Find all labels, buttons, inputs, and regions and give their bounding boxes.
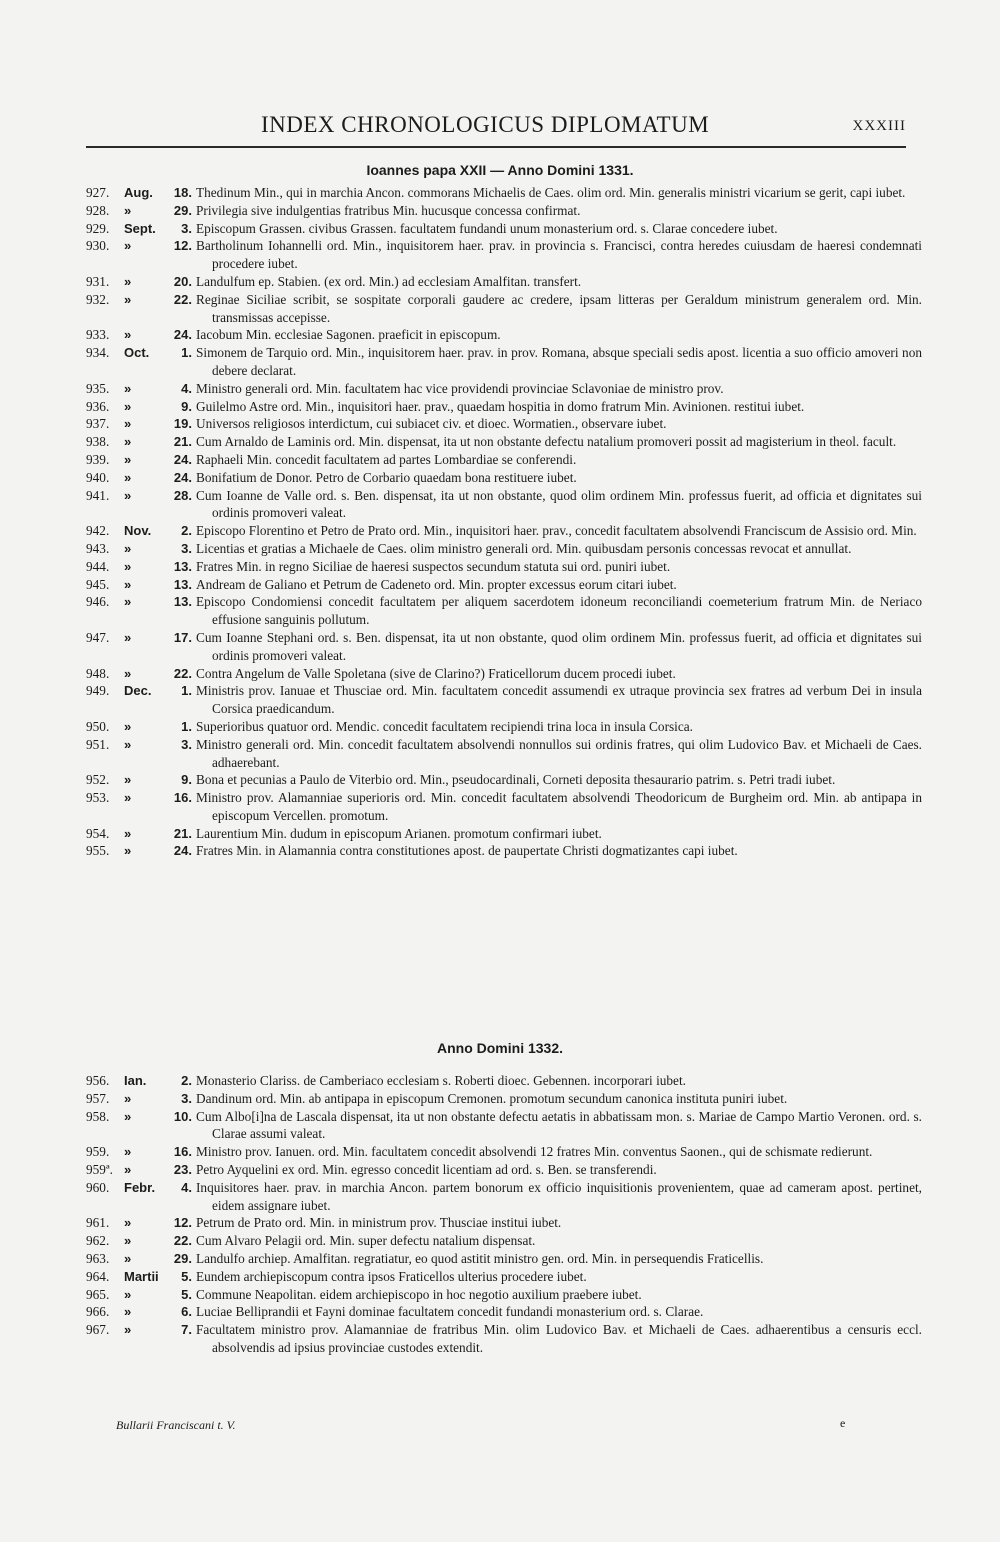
entry-row — [0, 1090, 1000, 1108]
entry-text: Universos religiosos interdictum, cui subiacet civ. et dioec. Wormatien., observare iubet. — [196, 416, 667, 432]
entry-row — [0, 540, 1000, 558]
entry-text: Cum Arnaldo de Laminis ord. Min. dispensat, ita ut non obstante defectu natalium promoveri possit ad magisterium in theol. facult. — [196, 434, 897, 450]
entry-day: 3. — [181, 540, 192, 556]
entry-day: 5. — [181, 1286, 192, 1302]
entry-text: Bona et pecunias a Paulo de Viterbio ord. Min., pseudocardinali, Corneti deposita thesaurario patrim. s. Petri tradi iubet. — [196, 772, 836, 788]
entry-month: » — [124, 1161, 132, 1177]
entry-number: 928. — [86, 202, 110, 218]
entry-text: Luciae Belliprandii et Fayni dominae facultatem concedit fundandi monasterium ord. s. Clarae. — [196, 1304, 704, 1320]
entry-number: 944. — [86, 558, 110, 574]
entry-month: » — [124, 843, 132, 859]
entry-month: » — [124, 594, 132, 610]
entry-day: 2. — [181, 1073, 192, 1088]
entry-number: 952. — [86, 772, 110, 788]
entry-text: Monasterio Clariss. de Camberiaco ecclesiam s. Roberti dioec. Gebennen. incorporari iubet. — [196, 1073, 686, 1088]
entry-row — [0, 629, 1000, 665]
entry-day: 13. — [173, 558, 192, 574]
entry-month: » — [124, 434, 132, 450]
entry-row — [0, 451, 1000, 469]
entry-day: 24. — [173, 327, 192, 343]
entry-month: » — [124, 487, 132, 503]
entry-day: 4. — [181, 380, 192, 396]
entry-number: 929. — [86, 220, 110, 236]
entry-row — [0, 220, 1000, 238]
entry-day: 29. — [173, 1250, 192, 1266]
entry-number: 936. — [86, 398, 110, 414]
entry-text: Landulfum ep. Stabien. (ex ord. Min.) ad ecclesiam Amalfitan. transfert. — [196, 273, 582, 289]
entry-day: 2. — [181, 523, 192, 539]
entry-number: 932. — [86, 291, 110, 307]
entry-month: » — [124, 1215, 132, 1231]
entry-day: 16. — [173, 790, 192, 806]
section-heading-1332: Anno Domini 1332. — [436, 1040, 564, 1056]
entry-month: Aug. — [124, 185, 153, 200]
entry-row — [0, 398, 1000, 416]
entry-day: 1. — [181, 683, 192, 699]
entry-row — [0, 1303, 1000, 1321]
entry-row — [0, 184, 1000, 202]
entry-day: 20. — [173, 273, 192, 289]
entry-number: 946. — [86, 594, 110, 610]
entry-day: 23. — [173, 1161, 192, 1177]
entry-number: 967. — [86, 1322, 110, 1338]
entry-day: 13. — [173, 594, 192, 610]
entry-month: » — [124, 629, 132, 645]
entry-month: » — [124, 825, 132, 841]
entry-number: 937. — [86, 416, 110, 432]
entry-text: Iacobum Min. ecclesiae Sagonen. praeficit in episcopum. — [196, 327, 501, 343]
entry-text: Episcopum Grassen. civibus Grassen. facultatem fundandi unum monasterium ord. s. Clarae concedere iubet. — [196, 220, 778, 236]
entry-day: 13. — [173, 576, 192, 592]
entry-day: 24. — [173, 843, 192, 859]
entry-text: Raphaeli Min. concedit facultatem ad partes Lombardiae se conferendi. — [196, 451, 577, 467]
entry-day: 17. — [173, 629, 192, 645]
entry-day: 4. — [181, 1179, 192, 1195]
entry-row — [0, 558, 1000, 576]
entry-day: 3. — [181, 220, 192, 236]
entry-row — [0, 736, 1000, 772]
entry-month: » — [124, 772, 132, 788]
entry-row — [0, 789, 1000, 825]
entry-month: » — [124, 1322, 132, 1338]
entry-text: Simonem de Tarquio ord. Min., inquisitorem haer. prav. in prov. Romana, absque speciali sedis apost. licentia a suo officio amoveri non debere declarat. — [196, 345, 922, 378]
entry-number: 950. — [86, 718, 110, 734]
entry-row — [0, 469, 1000, 487]
page-header — [86, 112, 906, 146]
entry-month: » — [124, 380, 132, 396]
entry-number: 941. — [86, 487, 110, 503]
entry-text: Petrum de Prato ord. Min. in ministrum prov. Thusciae institui iubet. — [196, 1215, 562, 1231]
entry-number: 956. — [86, 1073, 110, 1088]
entry-number: 965. — [86, 1286, 110, 1302]
entry-text: Episcopo Condomiensi concedit facultatem per aliquem sacerdotem idoneum reconciliandi coemeterium fratrum Min. de Neriaco effusione sanguinis pollutum. — [196, 594, 922, 628]
entry-text: Inquisitores haer. prav. in marchia Ancon. partem bonorum ex officio inquisitionis provenientem, quae ad cameram apost. pertinet, eidem assignare iubet. — [196, 1179, 922, 1213]
entry-text: Commune Neapolitan. eidem archiepiscopo in hoc negotio auxilium praebere iubet. — [196, 1286, 642, 1302]
entry-row — [0, 344, 1000, 380]
entry-number: 940. — [86, 469, 110, 485]
entry-day: 1. — [181, 718, 192, 734]
entry-row — [0, 273, 1000, 291]
entry-month: Dec. — [124, 683, 152, 699]
entry-row — [0, 1214, 1000, 1232]
entry-number: 954. — [86, 825, 110, 841]
entry-month: Oct. — [124, 345, 150, 361]
section-heading-1331: Ioannes papa XXII — Anno Domini 1331. — [366, 162, 634, 178]
entry-day: 18. — [173, 185, 192, 200]
footer-signature: Bullarii Franciscani t. V. — [116, 1418, 236, 1432]
entry-text: Fratres Min. in Alamannia contra constitutiones apost. de paupertate Christi dogmatizantes capi iubet. — [196, 843, 738, 859]
entry-day: 7. — [181, 1322, 192, 1338]
entry-text: Superioribus quatuor ord. Mendic. concedit facultatem recipiendi trina loca in insula Corsica. — [196, 718, 694, 734]
entry-month: » — [124, 327, 132, 343]
entry-month: » — [124, 416, 132, 432]
entry-row — [0, 433, 1000, 451]
entry-number: 962. — [86, 1233, 110, 1249]
entry-row — [0, 1143, 1000, 1161]
entry-month: » — [124, 1304, 132, 1320]
entry-text: Facultatem ministro prov. Alamanniae de fratribus Min. olim Ludovico Bav. et Michaeli de Caes. adhaerentibus a censuris eccl. absolvendis ad ipsius provinciae custodes extendit. — [196, 1322, 922, 1355]
entry-number: 933. — [86, 327, 110, 343]
entry-number: 961. — [86, 1215, 110, 1231]
entry-number: 949. — [86, 683, 110, 699]
entry-text: Privilegia sive indulgentias fratribus Min. hucusque concessa confirmat. — [196, 202, 581, 218]
entry-row — [0, 237, 1000, 273]
entry-month: Martii — [124, 1268, 159, 1284]
entry-number: 963. — [86, 1250, 110, 1266]
entry-month: » — [124, 718, 132, 734]
entry-month: » — [124, 736, 132, 752]
entry-day: 12. — [173, 1215, 192, 1231]
entry-day: 21. — [173, 434, 192, 450]
entry-number: 931. — [86, 273, 110, 289]
entry-day: 3. — [181, 1090, 192, 1106]
entry-row — [0, 380, 1000, 398]
footer-sheet-mark: e — [840, 1416, 846, 1430]
entry-row — [0, 202, 1000, 220]
entry-text: Ministro generali ord. Min. facultatem hac vice providendi provinciae Sclavoniae de ministro prov. — [196, 380, 724, 396]
entry-month: » — [124, 576, 132, 592]
entry-text: Ministro generali ord. Min. concedit facultatem absolvendi nonnullos sui ordinis fratres, qui olim Ludovico Bav. et Michaeli de Caes. adhaerebant. — [196, 736, 922, 770]
entry-day: 12. — [173, 238, 192, 254]
entry-number: 947. — [86, 629, 110, 645]
entry-text: Ministro prov. Ianuen. ord. Min. facultatem concedit absolvendi 12 fratres Min. conventus Saonen., qui de schismate redierunt. — [196, 1144, 873, 1160]
entry-month: » — [124, 1108, 132, 1124]
entry-row — [0, 576, 1000, 594]
entry-number: 960. — [86, 1179, 110, 1195]
entry-row — [0, 1321, 1000, 1357]
entry-text: Licentias et gratias a Michaele de Caes. olim ministro generali ord. Min. quibusdam personis concessas revocat et annullat. — [196, 540, 852, 556]
entry-number: 953. — [86, 790, 110, 806]
entry-day: 22. — [173, 665, 192, 681]
entry-list-1332 — [0, 1072, 1000, 1357]
entry-day: 22. — [173, 1233, 192, 1249]
entry-text: Fratres Min. in regno Siciliae de haeresi suspectos secundum statuta sui ord. puniri iubet. — [196, 558, 671, 574]
entry-month: » — [124, 202, 132, 218]
entry-month: » — [124, 540, 132, 556]
running-title: INDEX CHRONOLOGICUS DIPLOMATUM — [261, 112, 710, 137]
entry-month: Sept. — [124, 220, 156, 236]
entry-month: » — [124, 238, 132, 254]
entry-text: Landulfo archiep. Amalfitan. regratiatur, eo quod astitit ministro gen. ord. Min. in persequendis Fraticellis. — [196, 1250, 764, 1266]
entry-row — [0, 1286, 1000, 1304]
entry-number: 930. — [86, 238, 110, 254]
entry-number: 957. — [86, 1090, 110, 1106]
entry-month: » — [124, 1286, 132, 1302]
entry-text: Bartholinum Iohannelli ord. Min., inquisitorem haer. prav. in provincia s. Francisci, contra heredes cuiusdam de haeresi condemnati procedere iubet. — [196, 238, 922, 272]
entry-row — [0, 771, 1000, 789]
entry-month: Nov. — [124, 523, 152, 539]
entry-month: Ian. — [124, 1073, 147, 1088]
entry-text: Laurentium Min. dudum in episcopum Arianen. promotum confirmari iubet. — [196, 825, 602, 841]
entry-day: 1. — [181, 345, 192, 361]
entry-month: » — [124, 291, 132, 307]
entry-text: Petro Ayquelini ex ord. Min. egresso concedit licentiam ad ord. s. Ben. se transferendi. — [196, 1161, 657, 1177]
entry-month: » — [124, 558, 132, 574]
entry-number: 959ª. — [86, 1161, 113, 1177]
entry-row — [0, 1268, 1000, 1286]
entry-day: 16. — [173, 1144, 192, 1160]
entry-number: 942. — [86, 523, 110, 539]
header-rule — [86, 146, 906, 148]
entry-day: 5. — [181, 1268, 192, 1284]
entry-text: Cum Ioanne Stephani ord. s. Ben. dispensat, ita ut non obstante, quod olim ordinem Min. professus fuerit, ad officia et dignitates sui ordinis promoveri valeat. — [196, 629, 922, 663]
entry-month: » — [124, 1144, 132, 1160]
entry-text: Reginae Siciliae scribit, se sospitate corporali gaudere ac credere, ipsam litteras per Geraldum ministrum generalem ord. Min. transmissas accepisse. — [196, 291, 922, 325]
entry-day: 24. — [173, 469, 192, 485]
entry-day: 9. — [181, 772, 192, 788]
entry-number: 934. — [86, 345, 110, 361]
entry-number: 964. — [86, 1268, 110, 1284]
entry-month: » — [124, 1090, 132, 1106]
entry-month: » — [124, 1250, 132, 1266]
entry-text: Dandinum ord. Min. ab antipapa in episcopum Cremonen. promotum secundum canonica instituta puniri iubet. — [196, 1090, 788, 1106]
entry-row — [0, 665, 1000, 683]
entry-row — [0, 1072, 1000, 1090]
entry-text: Eundem archiepiscopum contra ipsos Fraticellos ulterius procedere iubet. — [196, 1268, 587, 1284]
entry-number: 955. — [86, 843, 110, 859]
entry-row — [0, 1232, 1000, 1250]
entry-text: Ministro prov. Alamanniae superioris ord. Min. concedit facultatem absolvendi Theodoricum de Burgheim ord. Min. ab antipapa in episcopum Vercellen. promotum. — [196, 790, 922, 823]
entry-text: Episcopo Florentino et Petro de Prato ord. Min., inquisitori haer. prav., concedit facultatem absolvendi Franciscum de Assisio ord. Min. — [196, 523, 917, 539]
entry-day: 29. — [173, 202, 192, 218]
entry-text: Thedinum Min., qui in marchia Ancon. commorans Michaelis de Caes. olim ord. Min. generalis ministri vicarium se gerit, capi iubet. — [196, 185, 906, 200]
entry-month: » — [124, 451, 132, 467]
entry-number: 966. — [86, 1304, 110, 1320]
entry-day: 21. — [173, 825, 192, 841]
entry-month: » — [124, 469, 132, 485]
entry-number: 938. — [86, 434, 110, 450]
entry-day: 10. — [173, 1108, 192, 1124]
entry-number: 958. — [86, 1108, 110, 1124]
entry-day: 9. — [181, 398, 192, 414]
entry-month: Febr. — [124, 1179, 156, 1195]
entry-month: » — [124, 665, 132, 681]
entry-number: 927. — [86, 185, 110, 200]
entry-row — [0, 593, 1000, 629]
entry-number: 943. — [86, 540, 110, 556]
entry-day: 28. — [173, 487, 192, 503]
entry-text: Guilelmo Astre ord. Min., inquisitori haer. prav., quaedam hospitia in domo fratrum Min. Avinionen. restitui iubet. — [196, 398, 805, 414]
entry-day: 6. — [181, 1304, 192, 1320]
entry-text: Bonifatium de Donor. Petro de Corbario quaedam bona restituere iubet. — [196, 469, 577, 485]
entry-month: » — [124, 1233, 132, 1249]
entry-row — [0, 1179, 1000, 1215]
entry-day: 3. — [181, 736, 192, 752]
entry-number: 948. — [86, 665, 110, 681]
entry-number: 959. — [86, 1144, 110, 1160]
entry-number: 939. — [86, 451, 110, 467]
entry-row — [0, 842, 1000, 860]
entry-row — [0, 1250, 1000, 1268]
entry-row — [0, 326, 1000, 344]
entry-month: » — [124, 273, 132, 289]
entry-number: 945. — [86, 576, 110, 592]
entry-row — [0, 825, 1000, 843]
page-number: XXXIII — [852, 118, 906, 134]
entry-number: 951. — [86, 736, 110, 752]
entry-row — [0, 1108, 1000, 1144]
entry-text: Cum Ioanne de Valle ord. s. Ben. dispensat, ita ut non obstante, quod olim ordinem Min. professus fuerit, ad officia et dignitates sui ordinis promoveri valeat. — [196, 487, 922, 521]
entry-row — [0, 682, 1000, 718]
entry-list-1331 — [0, 184, 1000, 860]
entry-text: Cum Albo[i]na de Lascala dispensat, ita ut non obstante defectu aetatis in abbatissam mon. s. Mariae de Campo Martio Veronen. ord. s. Clarae assumi valeat. — [196, 1108, 922, 1142]
entry-day: 19. — [173, 416, 192, 432]
entry-row — [0, 415, 1000, 433]
entry-month: » — [124, 790, 132, 806]
entry-day: 24. — [173, 451, 192, 467]
entry-number: 935. — [86, 380, 110, 396]
entry-row — [0, 487, 1000, 523]
entry-month: » — [124, 398, 132, 414]
entry-row — [0, 291, 1000, 327]
entry-text: Cum Alvaro Pelagii ord. Min. super defectu natalium dispensat. — [196, 1233, 536, 1249]
entry-text: Ministris prov. Ianuae et Thusciae ord. Min. facultatem concedit assumendi ex utraque provincia sex fratres ad verbum Dei in insula Corsica praedicandum. — [196, 683, 922, 717]
entry-text: Andream de Galiano et Petrum de Cadeneto ord. Min. propter excessus eorum citari iubet. — [196, 576, 677, 592]
entry-row — [0, 522, 1000, 540]
entry-text: Contra Angelum de Valle Spoletana (sive de Clarino?) Fraticellorum ducem procedi iubet. — [196, 665, 676, 681]
entry-day: 22. — [173, 291, 192, 307]
entry-row — [0, 718, 1000, 736]
entry-row — [0, 1161, 1000, 1179]
